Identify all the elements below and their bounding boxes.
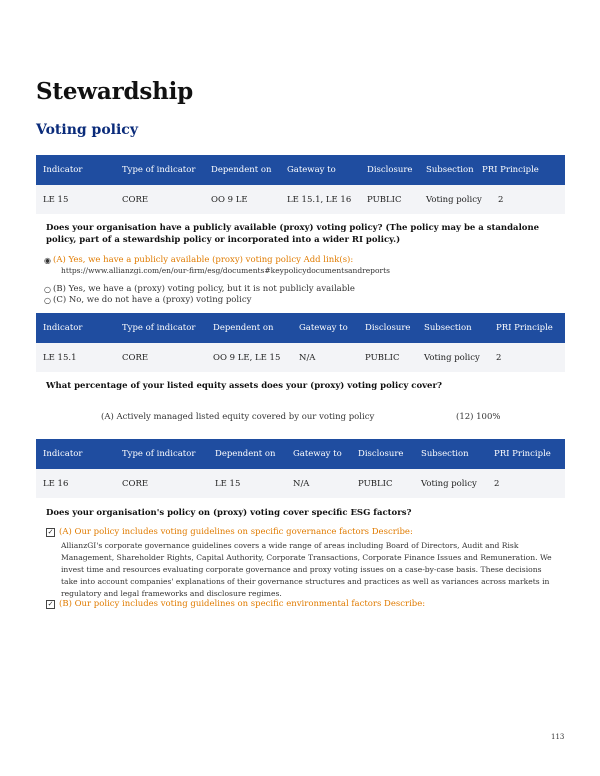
indicator-table <box>36 439 565 498</box>
indicator-table <box>36 313 565 372</box>
governance-description: AllianzGI's corporate governance guidelines covers a wide range of areas including Board of Directors, Audit and Risk Management, Shareholder Rights, Capital Authority, Corporate Transactions, Corporate Finance Issues and Remuneration. We invest time and resources evaluating corporate governance and proxy voting issues on a case-by-case basis. These decisions take into account companies' explanations of their governance structures and practices as well as variances across markets in regulatory and legal frameworks and disclosure regimes. <box>61 541 552 598</box>
header-dependent: Dependent on <box>211 165 272 175</box>
table-header <box>36 313 565 343</box>
header-disclosure: Disclosure <box>365 323 411 333</box>
radio-empty-icon: ○ <box>44 296 51 305</box>
option-label: (B) Yes, we have a (proxy) voting policy, but it is not publicly available <box>53 284 355 294</box>
cell-subsection: Voting policy <box>426 194 482 205</box>
header-gateway: Gateway to <box>287 165 336 175</box>
header-disclosure: Disclosure <box>367 165 413 175</box>
header-type: Type of indicator <box>122 449 196 459</box>
cell-gateway: LE 15.1, LE 16 <box>287 194 352 205</box>
header-subsection: Subsection <box>424 323 472 333</box>
cell-dependent: OO 9 LE <box>211 194 248 205</box>
cell-disclosure: PUBLIC <box>358 478 393 489</box>
cell-indicator: LE 15.1 <box>43 352 77 363</box>
table-row <box>36 469 565 498</box>
cell-principle: 2 <box>496 352 502 363</box>
cell-gateway: N/A <box>293 478 310 489</box>
checkbox-option-b[interactable] <box>46 599 425 609</box>
cell-indicator: LE 15 <box>43 194 69 205</box>
cell-principle: 2 <box>498 194 504 205</box>
coverage-row <box>36 403 565 431</box>
header-subsection: Subsection <box>421 449 469 459</box>
cell-dependent: OO 9 LE, LE 15 <box>213 352 281 363</box>
header-gateway: Gateway to <box>293 449 342 459</box>
cell-type: CORE <box>122 194 149 205</box>
question-esg-factors: Does your organisation's policy on (proxy) voting cover specific ESG factors? <box>46 508 412 518</box>
cell-gateway: N/A <box>299 352 316 363</box>
header-dependent: Dependent on <box>213 323 274 333</box>
header-indicator: Indicator <box>43 449 83 459</box>
radio-empty-icon: ○ <box>44 285 51 294</box>
table-row <box>36 343 565 372</box>
cell-indicator: LE 16 <box>43 478 69 489</box>
option-label: (B) Our policy includes voting guidelines on specific environmental factors Describe: <box>59 599 426 609</box>
table-header <box>36 439 565 469</box>
header-dependent: Dependent on <box>215 449 276 459</box>
header-type: Type of indicator <box>122 165 196 175</box>
header-principle: PRI Principle <box>494 449 551 459</box>
question-coverage: What percentage of your listed equity assets does your (proxy) voting policy cover? <box>46 381 442 391</box>
radio-option-a[interactable] <box>44 255 353 266</box>
radio-option-b[interactable] <box>44 284 355 295</box>
header-subsection: Subsection <box>426 165 474 175</box>
header-principle: PRI Principle <box>482 165 539 175</box>
checkbox-checked-icon: ✓ <box>47 527 54 536</box>
option-label: (A) Yes, we have a publicly available (proxy) voting policy Add link(s): <box>53 255 354 265</box>
option-label: (A) Our policy includes voting guidelines on specific governance factors Describe: <box>59 527 413 537</box>
header-type: Type of indicator <box>122 323 196 333</box>
radio-selected-icon: ◉ <box>44 256 51 265</box>
header-indicator: Indicator <box>43 165 83 175</box>
policy-link[interactable]: https://www.allianzgi.com/en/our-firm/esg/documents#keypolicydocumentsandreports <box>61 266 390 275</box>
radio-option-c[interactable] <box>44 295 251 306</box>
table-row <box>36 185 565 214</box>
page-title: Stewardship <box>36 78 194 105</box>
header-gateway: Gateway to <box>299 323 348 333</box>
cell-principle: 2 <box>494 478 500 489</box>
coverage-item-label: (A) Actively managed listed equity covered by our voting policy <box>101 412 375 422</box>
cell-dependent: LE 15 <box>215 478 241 489</box>
table-header <box>36 155 565 185</box>
checkbox-checked-icon: ✓ <box>47 599 54 608</box>
indicator-table <box>36 155 565 214</box>
cell-disclosure: PUBLIC <box>365 352 400 363</box>
option-label: (C) No, we do not have a (proxy) voting policy <box>53 295 252 305</box>
cell-type: CORE <box>122 352 149 363</box>
cell-disclosure: PUBLIC <box>367 194 402 205</box>
cell-type: CORE <box>122 478 149 489</box>
cell-subsection: Voting policy <box>421 478 477 489</box>
coverage-value: (12) 100% <box>456 412 501 422</box>
header-indicator: Indicator <box>43 323 83 333</box>
section-title: Voting policy <box>36 122 138 138</box>
question-voting-policy: Does your organisation have a publicly available (proxy) voting policy? (The policy may be a standalone policy, part of a stewardship policy or incorporated into a wider RI policy.) <box>46 223 540 245</box>
header-principle: PRI Principle <box>496 323 553 333</box>
page-number: 113 <box>551 733 565 741</box>
cell-subsection: Voting policy <box>424 352 480 363</box>
checkbox-option-a[interactable] <box>46 527 413 537</box>
header-disclosure: Disclosure <box>358 449 404 459</box>
